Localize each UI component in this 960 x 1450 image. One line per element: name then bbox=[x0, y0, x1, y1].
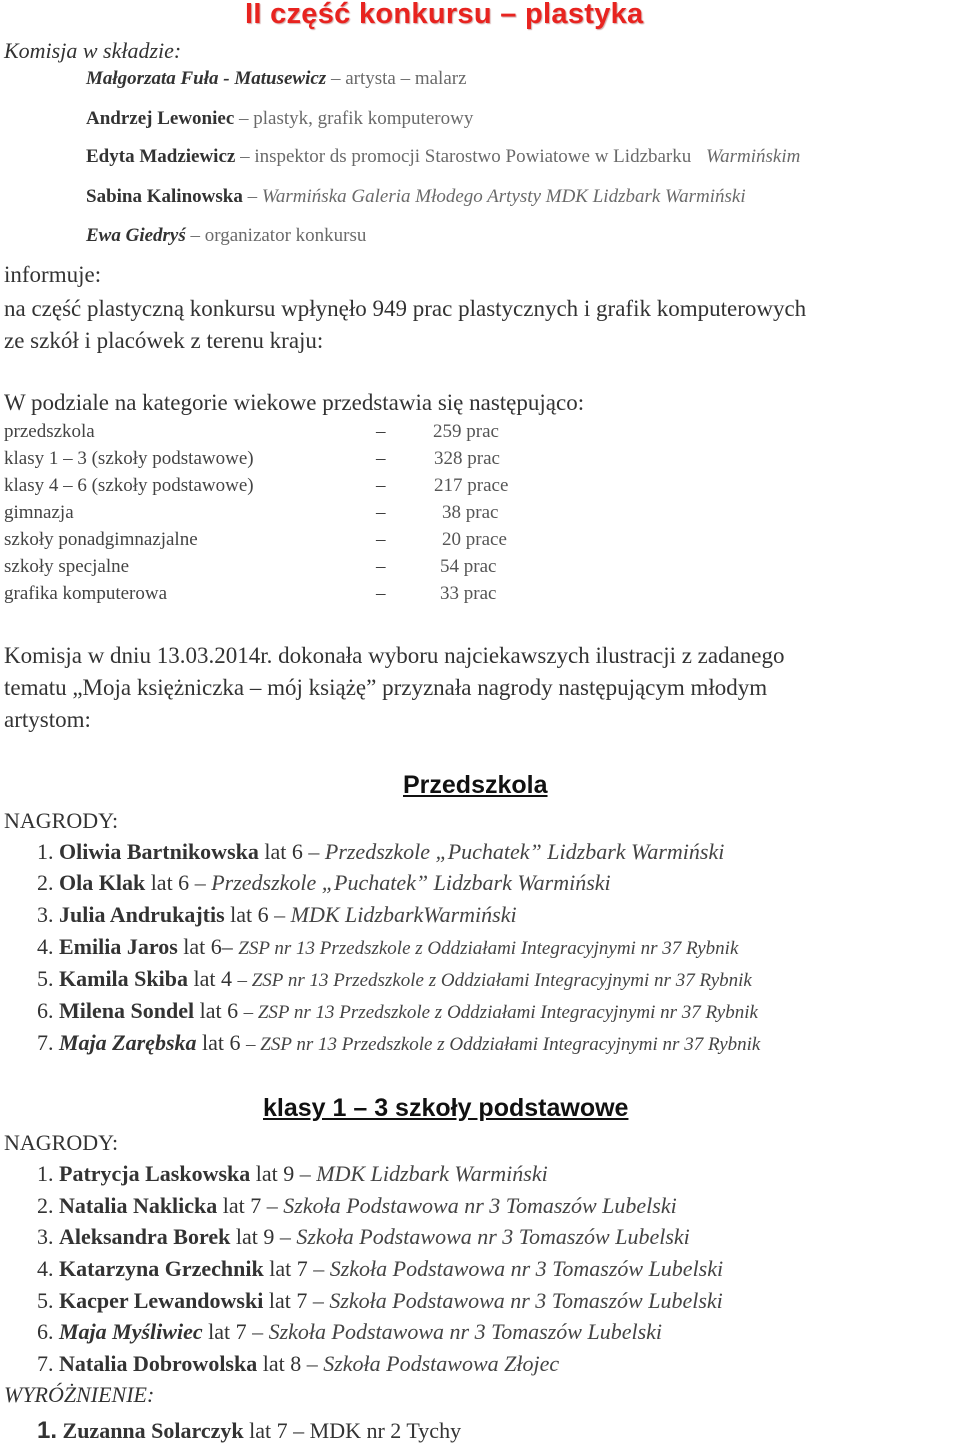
awards-label: NAGRODY: bbox=[4, 808, 119, 833]
category-dash: – bbox=[376, 421, 386, 442]
award-item: 7. Natalia Dobrowolska lat 8 – Szkoła Podstawowa Złojec bbox=[37, 1351, 560, 1376]
committee-member-5: Ewa Giedryś – organizator konkursu bbox=[86, 225, 367, 246]
category-dash: – bbox=[376, 529, 386, 550]
category-count: 38 prac bbox=[442, 502, 499, 523]
award-item: 3. Aleksandra Borek lat 9 – Szkoła Podstawowa nr 3 Tomaszów Lubelski bbox=[37, 1224, 690, 1249]
section-heading-klasy-1-3: klasy 1 – 3 szkoły podstawowe bbox=[263, 1094, 629, 1122]
decision-line-1: Komisja w dniu 13.03.2014r. dokonała wyboru najciekawszych ilustracji z zadanego bbox=[4, 643, 785, 668]
decision-line-2: tematu „Moja księżniczka – mój książę” przyznała nagrody następującym młodym bbox=[4, 675, 768, 700]
category-count: 20 prace bbox=[442, 529, 507, 550]
category-count: 54 prac bbox=[440, 556, 497, 577]
award-item: 5. Kacper Lewandowski lat 7 – Szkoła Podstawowa nr 3 Tomaszów Lubelski bbox=[37, 1288, 723, 1313]
section-heading-przedszkola: Przedszkola bbox=[403, 771, 548, 799]
intro-line-1: na część plastyczną konkursu wpłynęło 949 prac plastycznych i grafik komputerowych bbox=[4, 296, 807, 321]
category-dash: – bbox=[376, 502, 386, 523]
intro-line-2: ze szkół i placówek z terenu kraju: bbox=[4, 328, 324, 353]
committee-heading: Komisja w składzie: bbox=[4, 38, 182, 63]
category-dash: – bbox=[376, 556, 386, 577]
committee-member-2: Andrzej Lewoniec – plastyk, grafik komputerowy bbox=[86, 108, 474, 129]
award-item: 4. Emilia Jaros lat 6– ZSP nr 13 Przedszkole z Oddziałami Integracyjnymi nr 37 Rybnik bbox=[37, 934, 739, 959]
decision-line-3: artystom: bbox=[4, 707, 91, 732]
category-count: 217 prace bbox=[434, 475, 509, 496]
category-name: klasy 4 – 6 (szkoły podstawowe) bbox=[4, 475, 254, 496]
category-dash: – bbox=[376, 475, 386, 496]
category-name: szkoły specjalne bbox=[4, 556, 130, 577]
award-item: 4. Katarzyna Grzechnik lat 7 – Szkoła Podstawowa nr 3 Tomaszów Lubelski bbox=[37, 1256, 724, 1281]
distinction-label: WYRÓŻNIENIE: bbox=[4, 1382, 155, 1407]
award-item: 5. Kamila Skiba lat 4 – ZSP nr 13 Przedszkole z Oddziałami Integracyjnymi nr 37 Rybnik bbox=[37, 966, 752, 991]
award-item: 2. Ola Klak lat 6 – Przedszkole „Puchatek” Lidzbark Warmiński bbox=[37, 870, 611, 895]
award-item: 1. Oliwia Bartnikowska lat 6 – Przedszkole „Puchatek” Lidzbark Warmiński bbox=[37, 839, 725, 864]
category-name: klasy 1 – 3 (szkoły podstawowe) bbox=[4, 448, 254, 469]
category-intro: W podziale na kategorie wiekowe przedstawia się następująco: bbox=[4, 390, 585, 415]
distinction-item: 1. Zuzanna Solarczyk lat 7 – MDK nr 2 Tychy bbox=[37, 1417, 462, 1444]
category-name: grafika komputerowa bbox=[4, 583, 168, 604]
category-dash: – bbox=[376, 583, 386, 604]
award-item: 2. Natalia Naklicka lat 7 – Szkoła Podstawowa nr 3 Tomaszów Lubelski bbox=[37, 1193, 677, 1218]
informuje-label: informuje: bbox=[4, 262, 102, 287]
category-count: 259 prac bbox=[433, 421, 499, 442]
page-title: II część konkursu – plastyka bbox=[245, 0, 644, 30]
award-item: 1. Patrycja Laskowska lat 9 – MDK Lidzbark Warmiński bbox=[37, 1161, 548, 1186]
committee-member-4: Sabina Kalinowska – Warmińska Galeria Młodego Artysty MDK Lidzbark Warmiński bbox=[86, 186, 746, 207]
category-name: szkoły ponadgimnazjalne bbox=[4, 529, 198, 550]
award-item: 6. Maja Myśliwiec lat 7 – Szkoła Podstawowa nr 3 Tomaszów Lubelski bbox=[37, 1319, 663, 1344]
awards-label: NAGRODY: bbox=[4, 1130, 119, 1155]
award-item: 3. Julia Andrukajtis lat 6 – MDK LidzbarkWarmiński bbox=[37, 902, 517, 927]
category-count: 33 prac bbox=[440, 583, 497, 604]
award-item: 7. Maja Zarębska lat 6 – ZSP nr 13 Przedszkole z Oddziałami Integracyjnymi nr 37 Rybnik bbox=[37, 1030, 761, 1055]
award-item: 6. Milena Sondel lat 6 – ZSP nr 13 Przedszkole z Oddziałami Integracyjnymi nr 37 Rybnik bbox=[37, 998, 758, 1023]
category-dash: – bbox=[376, 448, 386, 469]
category-name: przedszkola bbox=[4, 421, 95, 442]
committee-member-3: Edyta Madziewicz – inspektor ds promocji Starostwo Powiatowe w Lidzbarku Warmińskim bbox=[86, 146, 801, 167]
committee-member-1: Małgorzata Fuła - Matusewicz – artysta – malarz bbox=[86, 68, 467, 89]
category-name: gimnazja bbox=[4, 502, 74, 523]
category-count: 328 prac bbox=[434, 448, 500, 469]
